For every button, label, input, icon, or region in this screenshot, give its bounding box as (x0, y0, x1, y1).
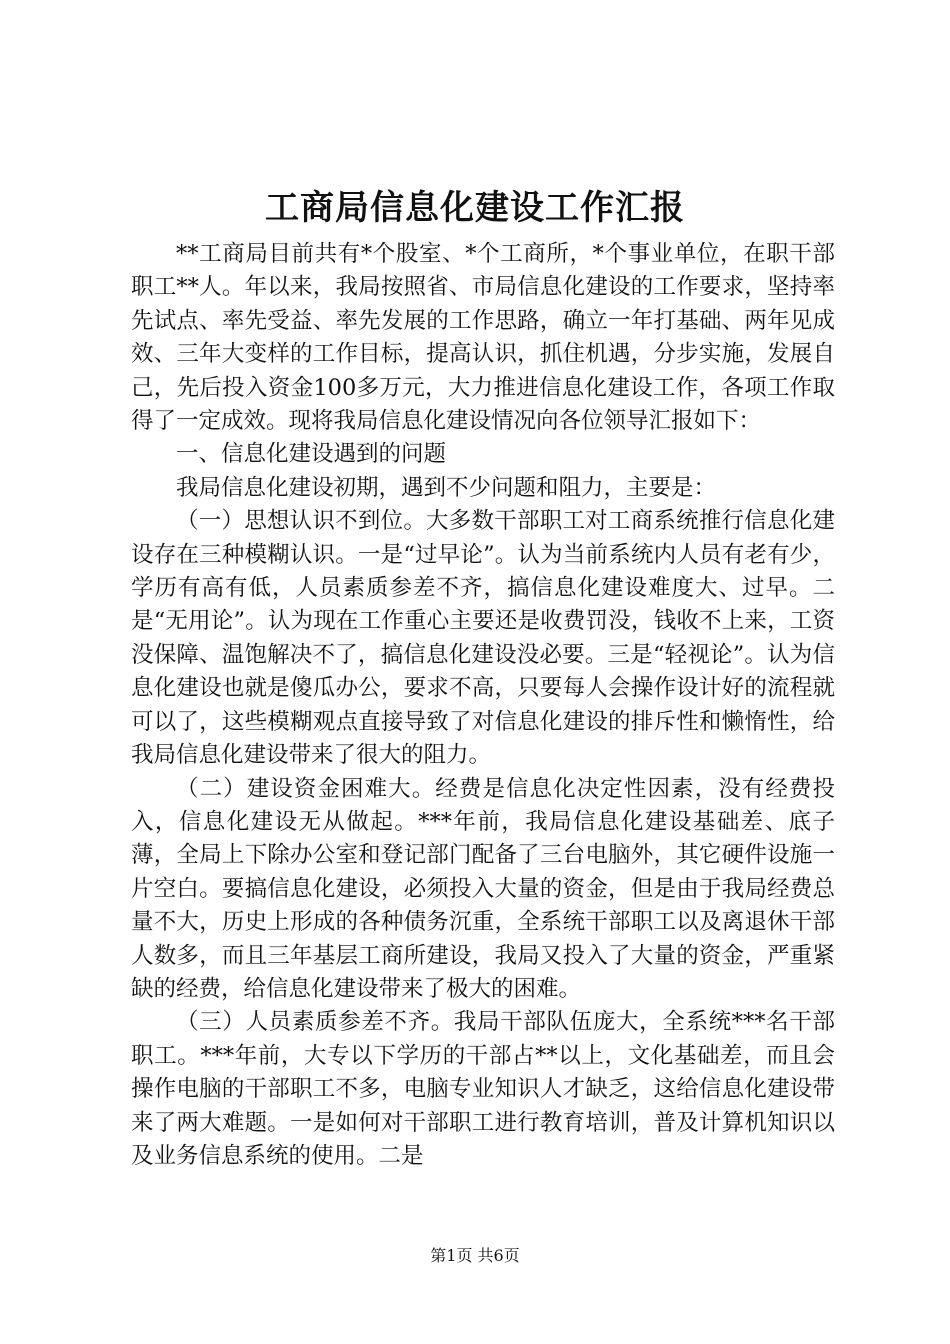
paragraph-intro: **工商局目前共有*个股室、*个工商所，*个事业单位，在职干部职工**人。年以来，我局按照省、市局信息化建设的工作要求，坚持率先试点、率先受益、率先发展的工作思路，确立一年打基础、两年见成效、三年大变样的工作目标，提高认识，抓住机遇，分步实施，发展自己，先后投入资金100多万元，大力推进信息化建设工作，各项工作取得了一定成效。现将我局信息化建设情况向各位领导汇报如下： (131, 241, 835, 435)
paragraph: （二）建设资金困难大。经费是信息化决定性因素，没有经费投入，信息化建设无从做起。***年前，我局信息化建设基础差、底子薄，全局上下除办公室和登记部门配备了三台电脑外，其它硬件设施一片空白。要搞信息化建设，必须投入大量的资金，但是由于我局经费总量不大，历史上形成的各种债务沉重，全系统干部职工以及离退休干部人数多，而且三年基层工商所建设，我局又投入了大量的资金，严重紧缺的经费，给信息化建设带来了极大的困难。 (131, 775, 835, 1002)
paragraph: （三）人员素质参差不齐。我局干部队伍庞大，全系统***名干部职工。***年前，大专以下学历的干部占**以上，文化基础差，而且会操作电脑的干部职工不多，电脑专业知识人才缺乏，这给信息化建设带来了两大难题。一是如何对干部职工进行教育培训，普及计算机知识以及业务信息系统的使用。二是 (131, 1009, 835, 1169)
section-heading: 一、信息化建设遇到的问题 (176, 441, 447, 468)
paragraph: （一）思想认识不到位。大多数干部职工对工商系统推行信息化建设存在三种模糊认识。一是“过早论”。认为当前系统内人员有老有少，学历有高有低，人员素质参差不齐，搞信息化建设难度大、过早。二是“无用论”。认为现在工作重心主要还是收费罚没，钱收不上来，工资没保障、温饱解决不了，搞信息化建设没必要。三是“轻视论”。认为信息化建设也就是傻瓜办公，要求不高，只要每人会操作设计好的流程就可以了，这些模糊观点直接导致了对信息化建设的排斥性和懒惰性，给我局信息化建设带来了很大的阻力。 (131, 508, 835, 769)
document-body (131, 238, 835, 1173)
paragraph: 我局信息化建设初期，遇到不少问题和阻力，主要是： (176, 474, 717, 501)
page-number: 第1页 共6页 (430, 1246, 520, 1265)
document-title: 工商局信息化建设工作汇报 (265, 188, 685, 228)
